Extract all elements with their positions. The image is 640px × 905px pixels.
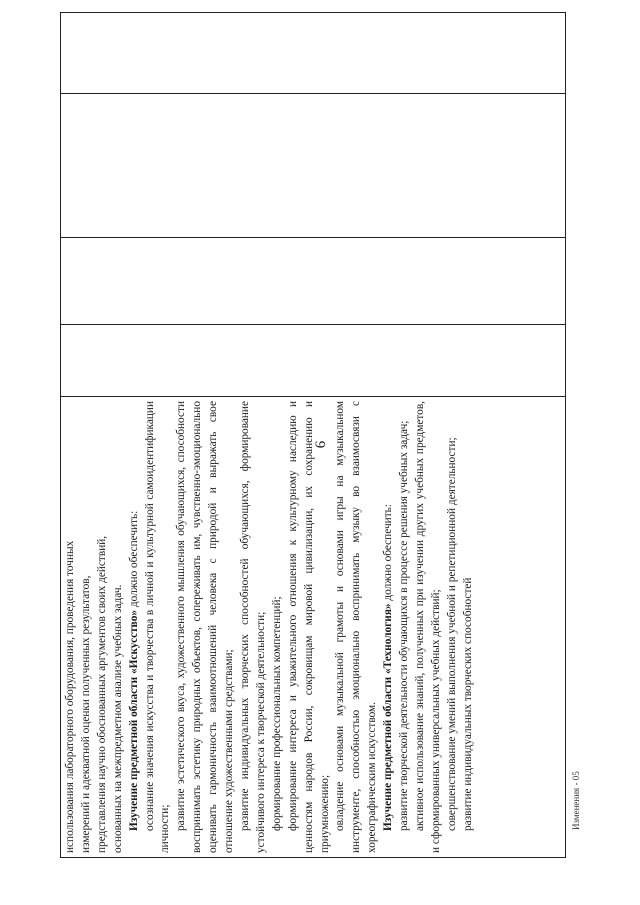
art-item: развитие эстетического вкуса, художественного мышления обучающихся, способности воспринимать эстетику природных объектов, сопереживать им, чувственно-эмоционально оценивать гармоничность взаимоотношений человека с природой и выражать свое отношение художественными средствами; bbox=[175, 401, 236, 853]
art-item: овладение основами музыкальной грамоты и основами игры на музыкальном инструменте, способностью эмоционально воспринимать музыку во взаимосвязи с хореографическим искусством. bbox=[334, 401, 379, 853]
art-heading-line bbox=[127, 401, 143, 853]
art-heading: Изучение предметной области «Искусство» bbox=[127, 610, 140, 831]
text-line: измерений и адекватной оценки полученных результатов, bbox=[79, 575, 92, 853]
empty-cell bbox=[61, 94, 566, 238]
revision-note: Изменения - 05 bbox=[571, 771, 581, 830]
content-table bbox=[60, 58, 566, 858]
tech-item: совершенствование умений выполнения учебной и репетиционной деятельности; bbox=[445, 437, 458, 831]
art-item: развитие индивидуальных творческих способностей обучающихся, формирование устойчивого интереса к творческой деятельности; bbox=[238, 401, 267, 853]
text-cell bbox=[61, 397, 566, 858]
text-line: основанных на межпредметном анализе учебных задач. bbox=[111, 584, 124, 853]
empty-cell bbox=[61, 13, 566, 94]
tech-heading-line bbox=[381, 401, 397, 853]
art-item: осознание значения искусства и творчества в личной и культурной самоидентификации личности; bbox=[143, 401, 172, 853]
page-number: 9 bbox=[311, 440, 328, 449]
empty-cell bbox=[61, 325, 566, 397]
art-heading-tail: должно обеспечить: bbox=[127, 510, 140, 608]
empty-cell bbox=[61, 238, 566, 325]
tech-item: развитие индивидуальных творческих способностей bbox=[461, 577, 474, 831]
art-item: формирование профессиональных компетенций; bbox=[270, 596, 283, 831]
tech-heading-tail: должно обеспечить: bbox=[382, 504, 395, 601]
table-row bbox=[61, 13, 566, 858]
text-line: использования лабораторного оборудования, проведения точных bbox=[64, 540, 76, 853]
tech-heading: Изучение предметной области «Технология» bbox=[382, 603, 395, 831]
tech-item: активное использование знаний, полученных при изучении других учебных предметов, и сформированных универсальных учебных действий; bbox=[413, 401, 442, 853]
tech-item: развитие творческой деятельности обучающихся в процессе решения учебных задач; bbox=[398, 420, 411, 831]
text-line: представления научно обоснованных аргументов своих действий, bbox=[95, 535, 108, 853]
art-item: формирование интереса и уважительного отношения к культурному наследию и ценностям народов России, сокровищам мировой цивилизации, их сохранению и приумножению; bbox=[286, 401, 331, 853]
